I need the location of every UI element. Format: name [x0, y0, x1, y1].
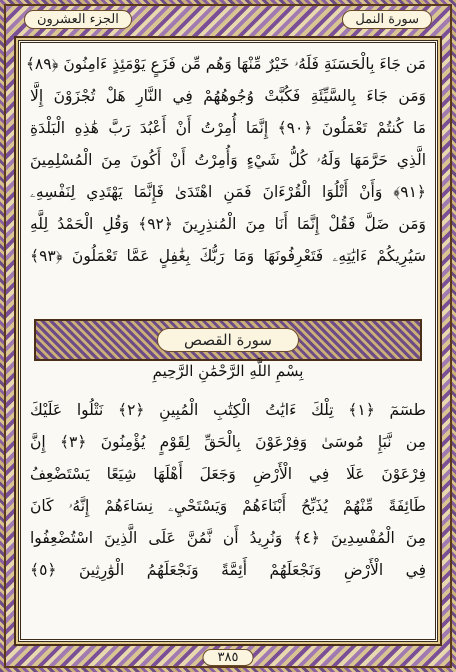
- verse-line: سَيُرِيكُمْ ءَايَٰتِهِۦ فَتَعْرِفُونَهَا وَمَا رَبُّكَ بِغَٰفِلٍ عَمَّا تَعْمَلُونَ ﴿٩٣﴾: [30, 247, 426, 265]
- verses-bottom: [30, 394, 426, 586]
- surah-label: سورة النمل: [342, 10, 432, 29]
- juz-label: الجزء العشرون: [24, 10, 132, 29]
- verse-line: ﴿٩١﴾ وَأَنْ أَتْلُوَا الْقُرْءَانَ فَمَنِ اهْتَدَىٰ فَإِنَّمَا يَهْتَدِي لِنَفْسِهِۦ: [30, 183, 426, 201]
- verse-line: مِنَ الْمُفْسِدِينَ ﴿٤﴾ وَنُرِيدُ أَن نَّمُنَّ عَلَى الَّذِينَ اسْتُضْعِفُوا: [30, 529, 426, 547]
- verse-line: الَّذِي حَرَّمَهَا وَلَهُۥ كُلُّ شَيْءٍ وَأُمِرْتُ أَنْ أَكُونَ مِنَ الْمُسْلِمِينَ: [30, 151, 426, 169]
- surah-title: سورة القصص: [157, 328, 299, 352]
- basmala: بِسْمِ اللَّهِ الرَّحْمَٰنِ الرَّحِيمِ: [152, 362, 304, 380]
- surah-title-banner: [34, 319, 422, 361]
- verse-line: مِن نَّبَإِ مُوسَىٰ وَفِرْعَوْنَ بِالْحَقِّ لِقَوْمٍ يُؤْمِنُونَ ﴿٣﴾ إِنَّ: [30, 433, 426, 451]
- verse-line: فِي الْأَرْضِ وَنَجْعَلَهُمْ أَئِمَّةً وَنَجْعَلَهُمُ الْوَٰرِثِينَ ﴿٥﴾: [30, 561, 426, 579]
- page-number: ٣٨٥: [203, 649, 254, 666]
- verse-line: وَمَن ضَلَّ فَقُلْ إِنَّمَا أَنَا مِنَ الْمُنذِرِينَ ﴿٩٢﴾ وَقُلِ الْحَمْدُ لِلَّهِ: [30, 215, 426, 233]
- verse-line: طَائِفَةً مِّنْهُمْ يُذَبِّحُ أَبْنَاءَهُمْ وَيَسْتَحْيِۦ نِسَاءَهُمْ إِنَّهُۥ كَانَ: [30, 497, 426, 515]
- verse-line: مَن جَاءَ بِالْحَسَنَةِ فَلَهُۥ خَيْرٌ مِّنْهَا وَهُم مِّن فَزَعٍ يَوْمَئِذٍ ءَامِنُونَ ﴿٨٩﴾: [25, 55, 426, 73]
- verse-line: فِرْعَوْنَ عَلَا فِي الْأَرْضِ وَجَعَلَ أَهْلَهَا شِيَعًا يَسْتَضْعِفُ: [30, 465, 426, 483]
- page-header: [24, 8, 432, 30]
- verse-line: مَا كُنتُمْ تَعْمَلُونَ ﴿٩٠﴾ إِنَّمَا أُمِرْتُ أَنْ أَعْبُدَ رَبَّ هَٰذِهِ الْبَلْدَةِ: [30, 119, 426, 137]
- verse-line: طسٓمٓ ﴿١﴾ تِلْكَ ءَايَٰتُ الْكِتَٰبِ الْمُبِينِ ﴿٢﴾ نَتْلُوا عَلَيْكَ: [30, 401, 426, 419]
- verses-top: [25, 48, 426, 272]
- verse-line: وَمَن جَاءَ بِالسَّيِّئَةِ فَكُبَّتْ وُجُوهُهُمْ فِي النَّارِ هَلْ تُجْزَوْنَ إِلَّا: [30, 87, 426, 105]
